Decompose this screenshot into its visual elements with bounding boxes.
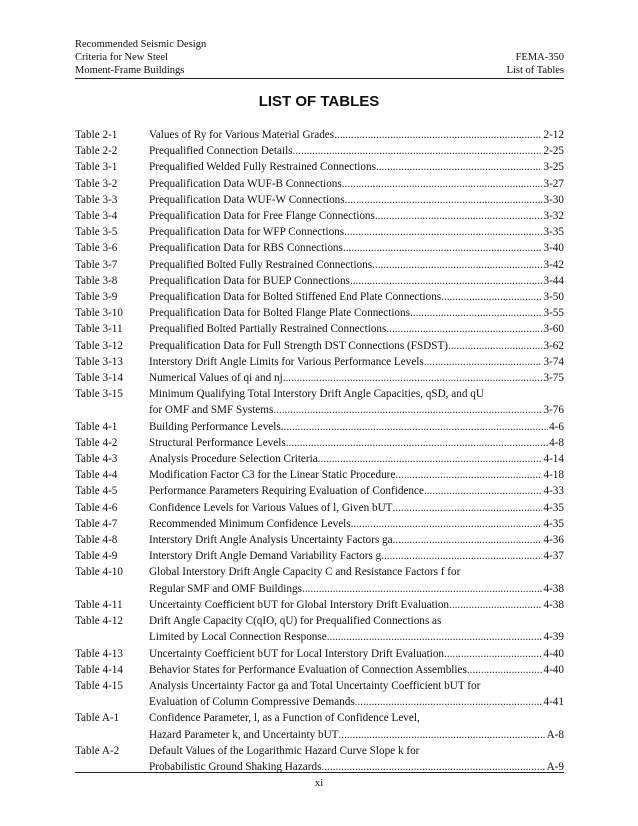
- page-reference: 3-74: [543, 355, 564, 368]
- table-number: Table 4-11: [75, 598, 123, 611]
- dot-leader: [376, 159, 543, 175]
- table-number: Table A-2: [75, 744, 120, 757]
- page-reference: 3-40: [543, 242, 564, 255]
- page-reference: A-8: [546, 728, 564, 741]
- table-caption: Default Values of the Logarithmic Hazard Curve Slope k for: [149, 744, 420, 757]
- header-line-1: Recommended Seismic Design: [75, 39, 207, 50]
- page-reference: 4-6: [549, 420, 564, 433]
- dot-leader: [381, 548, 542, 564]
- table-caption: Prequalification Data for BUEP Connections: [149, 274, 350, 287]
- dot-leader: [355, 694, 543, 710]
- table-number: Table 4-9: [75, 550, 118, 563]
- toc-entry[interactable]: [75, 338, 564, 354]
- toc-entry[interactable]: [75, 354, 564, 370]
- dot-leader: [392, 500, 542, 516]
- toc-entry[interactable]: [75, 159, 564, 175]
- page-reference: A-9: [546, 760, 564, 773]
- header-rule: [75, 78, 564, 79]
- table-caption: for OMF and SMF Systems: [149, 404, 274, 417]
- toc-entry[interactable]: [75, 386, 564, 418]
- toc-entry[interactable]: [75, 548, 564, 564]
- dot-leader: [424, 354, 543, 370]
- table-number: Table 4-7: [75, 517, 118, 530]
- table-caption: Numerical Values of qi and nj: [149, 372, 283, 385]
- header-line-2: Criteria for New Steel: [75, 52, 169, 63]
- table-caption: Prequalification Data for Bolted Stiffened End Plate Connections: [149, 291, 442, 304]
- table-caption: Prequalified Bolted Partially Restrained Connections: [149, 323, 387, 336]
- dot-leader: [410, 305, 543, 321]
- page-reference: 4-37: [543, 550, 564, 563]
- page-reference: 3-25: [543, 161, 564, 174]
- toc-entry[interactable]: [75, 483, 564, 499]
- table-caption: Analysis Uncertainty Factor ga and Total Uncertainty Coefficient bUT for: [149, 679, 481, 692]
- page-reference: 4-41: [543, 696, 564, 709]
- footer-rule: [75, 772, 564, 773]
- toc-entry[interactable]: [75, 564, 564, 596]
- toc-entry[interactable]: [75, 532, 564, 548]
- page-reference: 4-40: [543, 663, 564, 676]
- table-caption: Confidence Parameter, l, as a Function of Confidence Level,: [149, 712, 420, 725]
- toc-entry[interactable]: [75, 192, 564, 208]
- dot-leader: [273, 402, 542, 418]
- dot-leader: [342, 176, 543, 192]
- table-caption: Evaluation of Column Compressive Demands: [149, 696, 355, 709]
- table-number: Table 3-13: [75, 355, 123, 368]
- table-caption: Regular SMF and OMF Buildings: [149, 582, 302, 595]
- table-caption: Uncertainty Coefficient bUT for Local Interstory Drift Evaluation: [149, 647, 445, 660]
- dot-leader: [372, 257, 542, 273]
- dot-leader: [338, 727, 545, 743]
- dot-leader: [345, 192, 543, 208]
- table-number: Table 4-8: [75, 534, 118, 547]
- dot-leader: [444, 646, 542, 662]
- table-caption: Prequalified Welded Fully Restrained Connections: [149, 161, 376, 174]
- table-number: Table 3-12: [75, 339, 123, 352]
- table-caption: Interstory Drift Angle Analysis Uncertainty Factors ga: [149, 534, 393, 547]
- table-number: Table A-1: [75, 712, 120, 725]
- page-reference: 3-60: [543, 323, 564, 336]
- table-number: Table 3-2: [75, 177, 118, 190]
- dot-leader: [441, 289, 542, 305]
- table-caption: Analysis Procedure Selection Criteria: [149, 453, 318, 466]
- running-header-left: [75, 38, 206, 77]
- toc-entry[interactable]: [75, 743, 564, 775]
- table-number: Table 3-9: [75, 291, 118, 304]
- table-caption: Minimum Qualifying Total Interstory Drift Angle Capacities, qSD, and qU: [149, 388, 484, 401]
- header-doc-id: FEMA-350: [515, 52, 564, 63]
- dot-leader: [344, 224, 542, 240]
- table-caption: Prequalification Data for WFP Connections: [149, 226, 345, 239]
- table-number: Table 4-12: [75, 615, 123, 628]
- page-reference: 4-14: [543, 453, 564, 466]
- toc-entry[interactable]: [75, 273, 564, 289]
- table-caption: Interstory Drift Angle Demand Variability Factors g: [149, 550, 382, 563]
- page-reference: 4-40: [543, 647, 564, 660]
- dot-leader: [283, 370, 543, 386]
- dot-leader: [449, 597, 542, 613]
- page-reference: 3-62: [543, 339, 564, 352]
- toc-entry[interactable]: [75, 678, 564, 710]
- toc-entry[interactable]: [75, 516, 564, 532]
- table-number: Table 4-10: [75, 566, 123, 579]
- page-reference: 3-44: [543, 274, 564, 287]
- table-number: Table 3-11: [75, 323, 123, 336]
- dot-leader: [302, 581, 543, 597]
- table-caption: Building Performance Levels: [149, 420, 281, 433]
- dot-leader: [424, 483, 543, 499]
- toc-entry[interactable]: [75, 435, 564, 451]
- dot-leader: [351, 516, 543, 532]
- table-caption: Prequalification Data WUF-B Connections: [149, 177, 342, 190]
- page-number: xi: [314, 777, 324, 789]
- table-caption: Prequalification Data for Full Strength DST Connections (FSDST): [149, 339, 449, 352]
- toc-entry[interactable]: [75, 662, 564, 678]
- toc-entry[interactable]: [75, 176, 564, 192]
- running-header-right: [507, 38, 564, 77]
- toc-entry[interactable]: [75, 613, 564, 645]
- dot-leader: [448, 338, 542, 354]
- page-reference: 4-36: [543, 534, 564, 547]
- toc-entry[interactable]: [75, 289, 564, 305]
- table-number: Table 4-1: [75, 420, 118, 433]
- toc-entry[interactable]: [75, 646, 564, 662]
- page-reference: 4-38: [543, 598, 564, 611]
- page-reference: 3-27: [543, 177, 564, 190]
- table-caption: Limited by Local Connection Response: [149, 631, 327, 644]
- page-reference: 3-76: [543, 404, 564, 417]
- table-number: Table 4-6: [75, 501, 118, 514]
- toc-entry[interactable]: [75, 321, 564, 337]
- page-title: LIST OF TABLES: [258, 93, 380, 110]
- page-reference: 4-18: [543, 469, 564, 482]
- table-number: Table 3-7: [75, 258, 118, 271]
- page-reference: 4-39: [543, 631, 564, 644]
- dot-leader: [350, 273, 543, 289]
- table-number: Table 3-8: [75, 274, 118, 287]
- page-reference: 4-33: [543, 485, 564, 498]
- page-reference: 3-32: [543, 210, 564, 223]
- table-number: Table 4-3: [75, 453, 118, 466]
- table-caption: Values of Ry for Various Material Grades: [149, 129, 335, 141]
- dot-leader: [343, 240, 543, 256]
- dot-leader: [467, 662, 543, 678]
- table-number: Table 4-14: [75, 663, 123, 676]
- table-caption: Modification Factor C3 for the Linear Static Procedure: [149, 469, 396, 482]
- table-caption: Uncertainty Coefficient bUT for Global Interstory Drift Evaluation: [149, 598, 450, 611]
- table-number: Table 4-13: [75, 647, 123, 660]
- table-number: Table 2-2: [75, 145, 118, 158]
- toc-entry[interactable]: [75, 143, 564, 159]
- page-reference: 3-55: [543, 307, 564, 320]
- page-reference: 4-35: [543, 501, 564, 514]
- page-reference: 3-35: [543, 226, 564, 239]
- table-caption: Behavior States for Performance Evaluation of Connection Assemblies: [149, 663, 467, 676]
- dot-leader: [395, 467, 542, 483]
- table-number: Table 3-1: [75, 161, 118, 174]
- page-reference: 3-75: [543, 372, 564, 385]
- toc-entry[interactable]: [75, 127, 564, 143]
- table-caption: Interstory Drift Angle Limits for Various Performance Levels: [149, 355, 424, 368]
- toc-entry[interactable]: [75, 208, 564, 224]
- dot-leader: [293, 143, 543, 159]
- table-number: Table 2-1: [75, 129, 118, 141]
- table-number: Table 4-4: [75, 469, 118, 482]
- dot-leader: [334, 127, 542, 143]
- list-of-tables: [75, 127, 564, 775]
- toc-entry[interactable]: [75, 370, 564, 386]
- table-number: Table 3-14: [75, 372, 123, 385]
- table-caption: Confidence Levels for Various Values of l, Given bUT: [149, 501, 393, 514]
- dot-leader: [375, 208, 543, 224]
- dot-leader: [286, 435, 548, 451]
- table-caption: Prequalified Connection Details: [149, 145, 293, 158]
- table-caption: Hazard Parameter k, and Uncertainty bUT: [149, 728, 339, 741]
- table-caption: Prequalified Bolted Fully Restrained Connections: [149, 258, 373, 271]
- page-reference: 2-25: [543, 145, 564, 158]
- toc-entry[interactable]: [75, 500, 564, 516]
- table-number: Table 3-6: [75, 242, 118, 255]
- table-number: Table 3-15: [75, 388, 123, 401]
- dot-leader: [393, 532, 543, 548]
- page-reference: 4-35: [543, 517, 564, 530]
- table-caption: Prequalification Data for RBS Connections: [149, 242, 343, 255]
- dot-leader: [386, 321, 542, 337]
- table-caption: Prequalification Data for Free Flange Connections: [149, 210, 375, 223]
- page-reference: 4-8: [549, 436, 564, 449]
- table-number: Table 3-10: [75, 307, 123, 320]
- table-caption: Drift Angle Capacity C(qIO, qU) for Prequalified Connections as: [149, 615, 442, 628]
- table-caption: Performance Parameters Requiring Evaluation of Confidence: [149, 485, 424, 498]
- toc-entry[interactable]: [75, 710, 564, 742]
- toc-entry[interactable]: [75, 419, 564, 435]
- dot-leader: [318, 451, 543, 467]
- page-reference: 2-12: [543, 129, 564, 141]
- header-line-3: Moment-Frame Buildings: [75, 65, 185, 76]
- toc-entry[interactable]: [75, 451, 564, 467]
- table-caption: Probabilistic Ground Shaking Hazards: [149, 760, 322, 773]
- toc-entry[interactable]: [75, 467, 564, 483]
- table-number: Table 4-2: [75, 436, 118, 449]
- page-reference: 4-38: [543, 582, 564, 595]
- table-number: Table 3-5: [75, 226, 118, 239]
- table-caption: Recommended Minimum Confidence Levels: [149, 517, 351, 530]
- page-reference: 3-50: [543, 291, 564, 304]
- dot-leader: [327, 629, 543, 645]
- table-caption: Structural Performance Levels: [149, 436, 286, 449]
- toc-entry[interactable]: [75, 305, 564, 321]
- table-caption: Prequalification Data for Bolted Flange Plate Connections: [149, 307, 410, 320]
- table-caption: Global Interstory Drift Angle Capacity C and Resistance Factors f for: [149, 566, 461, 579]
- page-reference: 3-42: [543, 258, 564, 271]
- table-number: Table 3-4: [75, 210, 118, 223]
- toc-entry[interactable]: [75, 597, 564, 613]
- toc-entry[interactable]: [75, 240, 564, 256]
- page-reference: 3-30: [543, 193, 564, 206]
- dot-leader: [281, 419, 548, 435]
- table-number: Table 3-3: [75, 193, 118, 206]
- table-number: Table 4-15: [75, 679, 123, 692]
- toc-entry[interactable]: [75, 224, 564, 240]
- table-number: Table 4-5: [75, 485, 118, 498]
- header-section: List of Tables: [506, 65, 564, 76]
- table-caption: Prequalification Data WUF-W Connections: [149, 193, 345, 206]
- toc-entry[interactable]: [75, 257, 564, 273]
